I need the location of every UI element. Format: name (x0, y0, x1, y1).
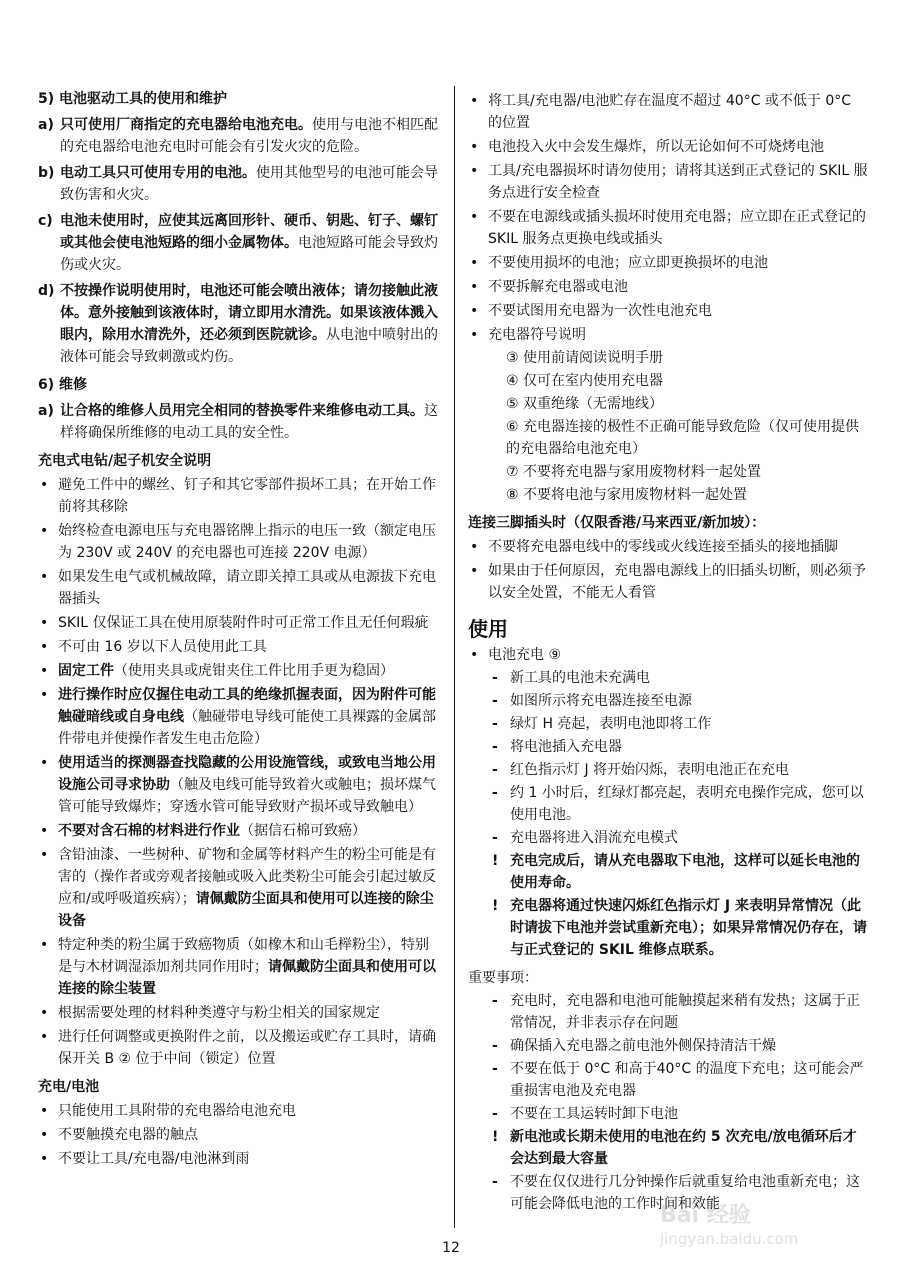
step-text: 将电池插入充电器 (510, 739, 622, 755)
bullet-text: 不要试图用充电器为一次性电池充电 (488, 303, 712, 319)
step-marker: - (492, 716, 498, 732)
bullet-item (38, 934, 442, 1000)
numbered-item (38, 114, 442, 158)
step-text: 充电器将进入涓流充电模式 (510, 830, 678, 846)
step-marker: - (492, 1061, 498, 1077)
item-text: 使用其他型号的电池可能会导致伤害和火灾。 (60, 165, 438, 203)
bullet-item (38, 1002, 442, 1024)
bullet-item (38, 1148, 442, 1170)
charge-step (468, 667, 868, 689)
symbol-item: ④ 仅可在室内使用充电器 (506, 373, 664, 389)
step-marker: - (492, 693, 498, 709)
step-marker: - (492, 830, 498, 846)
charge-step (468, 690, 868, 712)
step-marker: - (492, 1174, 498, 1190)
bullet-bold-text: 固定工件 (58, 663, 114, 679)
bullet-text: 不要在电源线或插头损坏时使用充电器；应立即在正式登记的 SKIL 服务点更换电线或插头 (488, 209, 866, 247)
bullet-item (468, 90, 868, 134)
bullet-text: 含铅油漆、一些树种、矿物和金属等材料产生的粉尘可能是有害的（操作者或旁观者接触或吸入此类粉尘可能会引起过敏反应和/或呼吸道疾病）； (58, 847, 436, 907)
bullet-text: 将工具/充电器/电池贮存在温度不超过 40°C 或不低于 0°C 的位置 (488, 93, 852, 131)
bullet-text: 不要让工具/充电器/电池淋到雨 (58, 1151, 250, 1167)
section-title: 6) 维修 (38, 377, 88, 393)
important-item (468, 1126, 868, 1170)
bullet-icon: • (470, 279, 479, 295)
bullet-text: 电池投入火中会发生爆炸，所以无论如何不可烧烤电池 (488, 139, 824, 155)
bullet-bold-tail: 请佩戴防尘面具和使用可以连接的除尘设备 (58, 891, 434, 929)
symbol-item: ⑧ 不要将电池与家用废物材料一起处置 (506, 487, 747, 503)
bullet-icon: • (40, 615, 49, 631)
bullet-icon: • (40, 1127, 49, 1143)
bullet-item (468, 536, 868, 558)
bullet-icon: • (470, 563, 479, 579)
bullet-icon: • (40, 639, 49, 655)
bullet-text: 避免工件中的螺丝、钉子和其它零部件损坏工具；在开始工作前将其移除 (58, 477, 436, 515)
step-text: 充电器将通过快速闪烁红色指示灯 J 来表明异常情况（此时请拔下电池并尝试重新充电）；如果异常情况仍存在，请与正式登记的 SKIL 维修点联系。 (510, 898, 867, 958)
step-marker: - (492, 1038, 498, 1054)
bullet-item (468, 560, 868, 604)
bullet-icon: • (40, 523, 49, 539)
bullet-item (468, 252, 868, 274)
item-text: 从电池中喷射出的液体可能会导致刺激或灼伤。 (60, 327, 438, 365)
watermark-line2: jingyan.baidu.com (660, 1230, 799, 1248)
baidu-jingyan-watermark (650, 1198, 850, 1250)
bullet-icon: • (470, 327, 479, 343)
bullet-item (38, 684, 442, 750)
charge-step (468, 827, 868, 849)
item-text: 电池短路可能会导致灼伤或火灾。 (60, 235, 438, 273)
bullet-icon: • (40, 1029, 49, 1045)
bullet-item (468, 300, 868, 322)
bullet-icon: • (470, 209, 479, 225)
bullet-text: 特定种类的粉尘属于致癌物质（如橡木和山毛榉粉尘），特别是与木材调湿添加剂共同作用时； (58, 937, 429, 975)
step-text: 红色指示灯 J 将开始闪烁，表明电池正在充电 (510, 762, 790, 778)
bullet-text: 工具/充电器损坏时请勿使用；请将其送到正式登记的 SKIL 服务点进行安全检查 (488, 163, 868, 201)
symbol-item: ⑥ 充电器连接的极性不正确可能导致危险（仅可使用提供的充电器给电池充电） (506, 419, 859, 457)
bullet-item (468, 324, 868, 346)
important-item (468, 1035, 868, 1057)
bullet-icon: • (40, 847, 49, 863)
step-marker: - (492, 1106, 498, 1122)
item-marker: a) (38, 117, 54, 133)
bullet-bold-text: 使用适当的探测器查找隐藏的公用设施管线，或致电当地公用设施公司寻求协助 (58, 755, 436, 793)
important-item (468, 1103, 868, 1125)
bullet-text: （触碰带电导线可能使工具裸露的金属部件带电并使操作者发生电击危险） (58, 709, 436, 747)
symbol-item: ⑦ 不要将充电器与家用废物材料一起处置 (506, 464, 761, 480)
bullet-icon: • (40, 1151, 49, 1167)
item-bold-text: 让合格的维修人员用完全相同的替换零件来维修电动工具。 (60, 403, 424, 419)
bullet-text: 如果由于任何原因，充电器电源线上的旧插头切断，则必须予以安全处置，不能无人看管 (488, 563, 866, 601)
step-marker: ! (492, 898, 499, 914)
bullet-bold-tail: 请佩戴防尘面具和使用可以连接的除尘装置 (58, 959, 436, 997)
bullet-text: 进行任何调整或更换附件之前，以及搬运或贮存工具时，请确保开关 B ② 位于中间（锁定）位置 (58, 1029, 436, 1067)
item-text: 这样将确保所维修的电动工具的安全性。 (60, 403, 438, 441)
right-column (468, 88, 868, 1215)
bullet-text: 不要触摸充电器的触点 (58, 1127, 198, 1143)
bullet-item (468, 276, 868, 298)
section-title: 充电式电钻/起子机安全说明 (38, 453, 212, 469)
bullet-bold-text: 进行操作时应仅握住电动工具的绝缘抓握表面，因为附件可能触碰暗线或自身电线 (58, 687, 436, 725)
bullet-text: 如果发生电气或机械故障，请立即关掉工具或从电源拔下充电器插头 (58, 569, 436, 607)
bullet-text: （据信石棉可致癌） (240, 823, 366, 839)
bullet-item (468, 644, 868, 666)
bullet-icon: • (40, 823, 49, 839)
bullet-icon: • (40, 1103, 49, 1119)
bullet-item (38, 1124, 442, 1146)
charge-step (468, 782, 868, 826)
step-text: 不要在工具运转时卸下电池 (510, 1106, 678, 1122)
bullet-icon: • (470, 303, 479, 319)
charge-step (468, 850, 868, 894)
bullet-text: （使用夹具或虎钳夹住工件比用手更为稳固） (114, 663, 394, 679)
step-text: 新电池或长期未使用的电池在约 5 次充电/放电循环后才会达到最大容量 (510, 1129, 857, 1167)
left-column (38, 88, 442, 1170)
step-marker: ! (492, 1129, 499, 1145)
bullet-item (38, 844, 442, 932)
bullet-icon: • (40, 569, 49, 585)
bullet-item (468, 160, 868, 204)
item-bold-text: 电动工具只可使用专用的电池。 (60, 165, 256, 181)
step-marker: - (492, 762, 498, 778)
bullet-item (468, 136, 868, 158)
symbol-item: ⑤ 双重绝缘（无需地线） (506, 396, 664, 412)
use-heading: 使用 (468, 617, 508, 641)
bullet-icon: • (40, 1005, 49, 1021)
bullet-item (38, 1100, 442, 1122)
step-text: 充电完成后，请从充电器取下电池，这样可以延长电池的使用寿命。 (510, 853, 860, 891)
section-title: 重要事项： (468, 970, 538, 986)
important-item (468, 1058, 868, 1102)
item-bold-text: 电池未使用时，应使其远离回形针、硬币、钥匙、钉子、螺钉或其他会使电池短路的细小金属物体。 (60, 213, 438, 251)
symbol-item: ③ 使用前请阅读说明手册 (506, 350, 664, 366)
step-text: 充电时，充电器和电池可能触摸起来稍有发热；这属于正常情况，并非表示存在问题 (510, 993, 860, 1031)
step-text: 新工具的电池未充满电 (510, 670, 650, 686)
charge-step (468, 713, 868, 735)
bullet-text: 始终检查电源电压与充电器铭牌上指示的电压一致（额定电压为 230V 或 240V 的充电器也可连接 220V 电源） (58, 523, 436, 561)
numbered-item (38, 162, 442, 206)
numbered-item (38, 400, 442, 444)
section-title: 5) 电池驱动工具的使用和维护 (38, 91, 228, 107)
bullet-item (38, 520, 442, 564)
bullet-text: 根据需要处理的材料种类遵守与粉尘相关的国家规定 (58, 1005, 380, 1021)
step-text: 绿灯 H 亮起，表明电池即将工作 (510, 716, 712, 732)
bullet-item (38, 660, 442, 682)
important-item (468, 990, 868, 1034)
bullet-item (468, 206, 868, 250)
charge-step (468, 759, 868, 781)
numbered-item (38, 210, 442, 276)
item-text: 使用与电池不相匹配的充电器给电池充电时可能会有引发火灾的危险。 (60, 117, 438, 155)
column-divider (454, 86, 455, 1228)
item-marker: b) (38, 165, 55, 181)
numbered-item (38, 280, 442, 368)
bullet-icon: • (40, 755, 49, 771)
bullet-text: 不要使用损坏的电池；应立即更换损坏的电池 (488, 255, 768, 271)
step-text: 如图所示将充电器连接至电源 (510, 693, 692, 709)
step-marker: ! (492, 853, 499, 869)
bullet-icon: • (40, 477, 49, 493)
section-title: 连接三脚插头时（仅限香港/马来西亚/新加坡）： (468, 515, 766, 531)
item-marker: a) (38, 403, 54, 419)
bullet-text: 不可由 16 岁以下人员使用此工具 (58, 639, 267, 655)
step-marker: - (492, 670, 498, 686)
bullet-text: SKIL 仅保证工具在使用原装附件时可正常工作且无任何瑕疵 (58, 615, 429, 631)
bullet-icon: • (470, 163, 479, 179)
item-bold-text: 不按操作说明使用时，电池还可能会喷出液体；请勿接触此液体。意外接触到该液体时，请立即用水清洗。如果该液体溅入眼内，除用水清洗外，还必须到医院就诊。 (60, 283, 438, 343)
bullet-item (38, 566, 442, 610)
step-marker: - (492, 739, 498, 755)
step-marker: - (492, 785, 498, 801)
bullet-item (38, 1026, 442, 1070)
bullet-item (38, 636, 442, 658)
bullet-item (38, 612, 442, 634)
bullet-icon: • (470, 93, 479, 109)
bullet-item (38, 752, 442, 818)
bullet-text: 电池充电 ⑨ (488, 647, 562, 663)
section-title: 充电/电池 (38, 1079, 100, 1095)
bullet-text: 充电器符号说明 (488, 327, 586, 343)
bullet-icon: • (470, 255, 479, 271)
bullet-icon: • (470, 139, 479, 155)
item-marker: d) (38, 283, 55, 299)
bullet-icon: • (40, 663, 49, 679)
bullet-text: 只能使用工具附带的充电器给电池充电 (58, 1103, 296, 1119)
step-text: 不要在低于 0°C 和高于40°C 的温度下充电；这可能会严重损害电池及充电器 (510, 1061, 864, 1099)
bullet-text: 不要拆解充电器或电池 (488, 279, 628, 295)
step-text: 确保插入充电器之前电池外侧保持清洁干燥 (510, 1038, 776, 1054)
bullet-bold-text: 不要对含石棉的材料进行作业 (58, 823, 240, 839)
bullet-icon: • (40, 937, 49, 953)
bullet-item (38, 820, 442, 842)
bullet-icon: • (470, 647, 479, 663)
watermark-logo-icon (650, 1198, 850, 1250)
item-bold-text: 只可使用厂商指定的充电器给电池充电。 (60, 117, 312, 133)
item-marker: c) (38, 213, 53, 229)
step-marker: - (492, 993, 498, 1009)
step-text: 约 1 小时后，红绿灯都亮起，表明充电操作完成，您可以使用电池。 (510, 785, 864, 823)
watermark-line1: Bai 经验 (660, 1203, 751, 1228)
charge-step (468, 895, 868, 961)
charge-step (468, 736, 868, 758)
page-number: 12 (442, 1240, 460, 1256)
bullet-item (38, 474, 442, 518)
bullet-text: （触及电线可能导致着火或触电；损坏煤气管可能导致爆炸；穿透水管可能导致财产损坏或导致触电） (58, 777, 436, 815)
step-text: 不要在仅仅进行几分钟操作后就重复给电池重新充电；这可能会降低电池的工作时间和效能 (510, 1174, 860, 1212)
bullet-icon: • (40, 687, 49, 703)
bullet-icon: • (470, 539, 479, 555)
bullet-text: 不要将充电器电线中的零线或火线连接至插头的接地插脚 (488, 539, 838, 555)
